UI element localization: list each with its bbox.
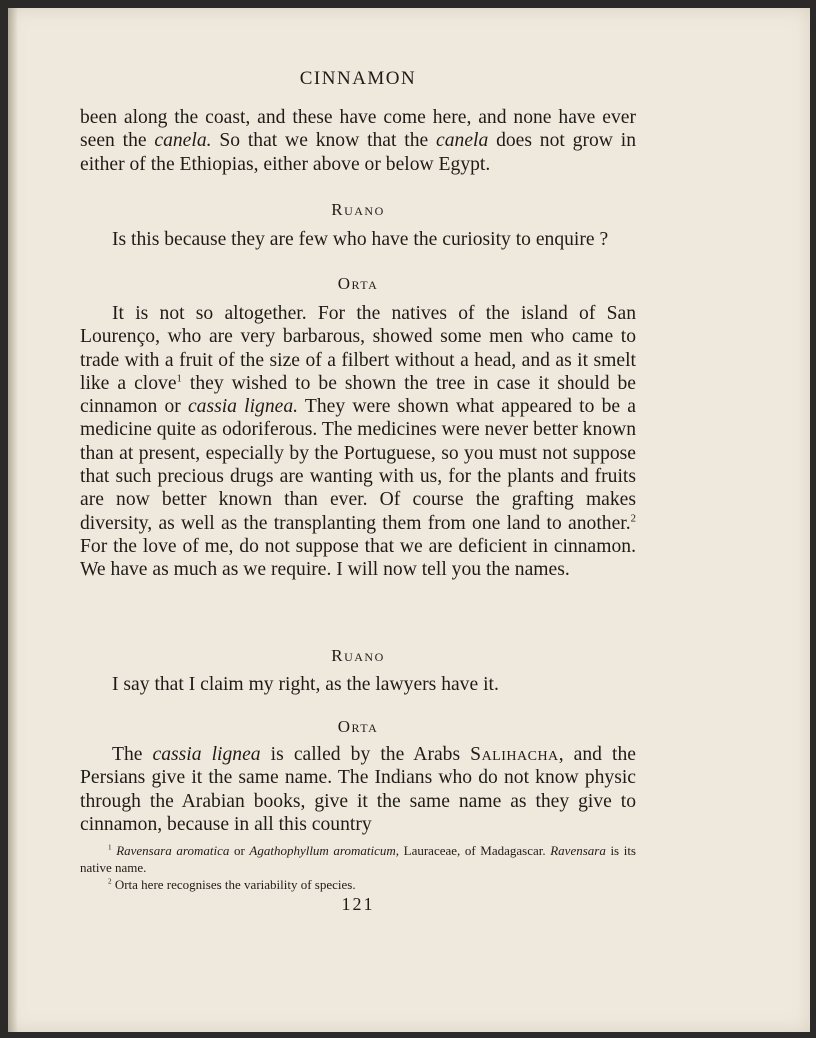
footnote-1: $^1$ Ravensara aromatica or Agathophyllum aromaticum, Lauraceae, of Madagascar. Ravensara is its native name. [80, 843, 636, 875]
speaker-heading: Ruano [331, 646, 385, 665]
paragraph-2: Is this because they are few who have the curiosity to enquire ? [112, 229, 609, 250]
footnotes [80, 842, 636, 893]
paragraph-4: I say that I claim my right, as the lawyers have it. [112, 674, 499, 695]
speaker-heading: Orta [337, 274, 379, 293]
page-number: 121 [341, 894, 375, 914]
footnote-2: $^2$ Orta here recognises the variability of species. [108, 877, 356, 892]
running-head: CINNAMON [299, 68, 417, 89]
speaker-heading: Ruano [331, 200, 385, 219]
footnote-ref: 1 [176, 372, 182, 385]
paragraph-1: been along the coast, and these have come here, and none have ever seen the canela. So that we know that the canela does not grow in either of the Ethiopias, either above or below Egypt. [80, 107, 636, 175]
footnote-ref: 2 [630, 512, 636, 525]
speaker-heading: Orta [337, 717, 379, 736]
paragraph-3: It is not so altogether. For the natives of the island of San Lourenço, who are very barbarous, showed some men who came to trade with a fruit of the size of a filbert without a head, and as it smelt like a clove$^1$ they wished to be shown the tree in case it should be cinnamon or cassia lignea. They were shown what appeared to be a medicine quite as odoriferous. The medicines were never better known than at present, especially by the Portuguese, so you must not suppose that such precious drugs are wanting with us, for the plants and fruits are now better known than ever. Of course the grafting makes diversity, as well as the transplanting them from one land to another.$^2$ For the love of me, do not suppose that we are deficient in cinnamon. We have as much as we require. I will now tell you the names. [80, 303, 636, 581]
page-gutter-shadow [8, 8, 18, 1032]
paragraph-5: The cassia lignea is called by the Arabs Salihacha, and the Persians give it the same name. The Indians who do not know physic through the Arabian books, give it the same name as they give to cinnamon, because in all this country [80, 744, 636, 835]
